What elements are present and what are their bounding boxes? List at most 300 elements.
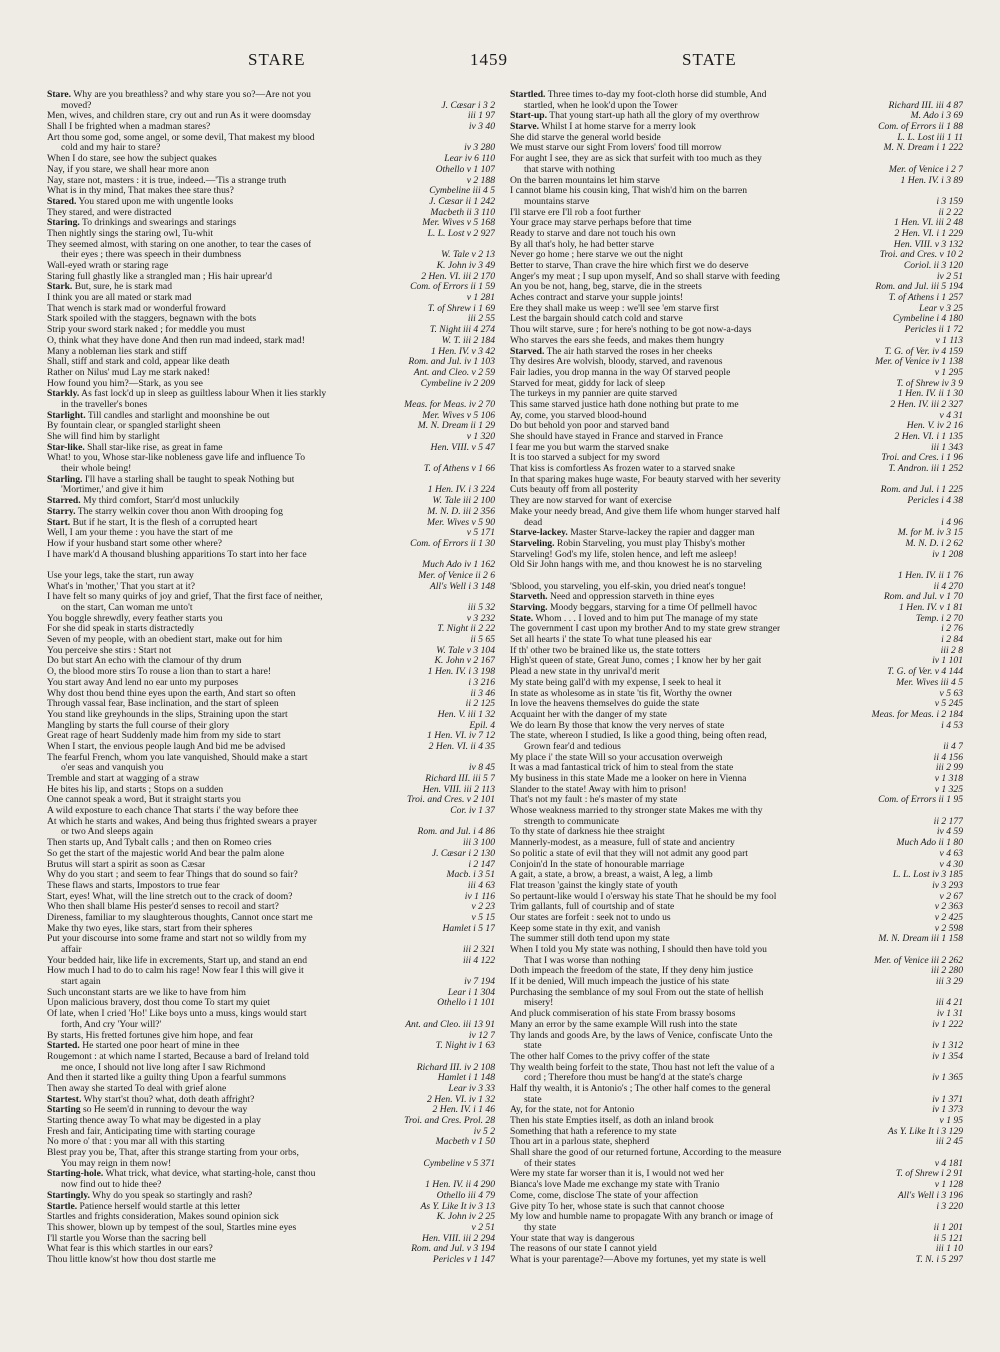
quotation: Wall-eyed wrath or staring rage bbox=[47, 261, 169, 271]
citation-ref: All's Well i 3 148 bbox=[427, 582, 495, 593]
quotation-text bbox=[47, 849, 284, 860]
citation-ref: W. Tale v 2 13 bbox=[438, 250, 495, 261]
quotation-text bbox=[47, 1169, 315, 1180]
quotation-text bbox=[47, 1127, 255, 1138]
quotation-text bbox=[510, 485, 638, 496]
quotation-text bbox=[510, 282, 702, 293]
quotation: What is your parentage?—Above my fortunes, yet my state is well bbox=[510, 1254, 767, 1265]
quotation: Your grace may starve perhaps before that time bbox=[510, 218, 692, 229]
citation-ref: i 3 220 bbox=[933, 1202, 963, 1213]
quotation: A wild exposture to each chance That starts i' the way before thee bbox=[47, 806, 299, 817]
citation-ref: Mer. of Venice i 2 7 bbox=[886, 165, 963, 176]
quotation-text bbox=[47, 1244, 213, 1255]
quotation-text bbox=[47, 582, 195, 593]
headword: Starveth. bbox=[510, 592, 548, 603]
entry-line bbox=[47, 945, 495, 956]
quotation: We must starve our sight From lovers' food till morrow bbox=[510, 143, 722, 154]
quotation-text bbox=[510, 1020, 737, 1031]
citation-ref: Othello i 1 101 bbox=[434, 998, 495, 1009]
quotation-text bbox=[510, 154, 762, 165]
citation-ref: 2 Hen. VI. ii 4 35 bbox=[426, 742, 495, 753]
quotation: Half thy wealth, it is Antonio's ; The other half comes to the general bbox=[510, 1083, 771, 1094]
quotation: Doth impeach the freedom of the state, If they deny him justice bbox=[510, 966, 753, 977]
quotation-text bbox=[510, 218, 692, 229]
entry-line bbox=[47, 314, 495, 325]
entry-line bbox=[510, 368, 963, 379]
quotation-text bbox=[510, 1180, 720, 1191]
entry-line bbox=[47, 357, 495, 368]
citation-ref: iv 1 365 bbox=[929, 1073, 963, 1084]
entry-line bbox=[510, 507, 963, 518]
entry-line bbox=[47, 1148, 495, 1159]
quotation: But if he start, It is the flesh of a corrupted heart bbox=[72, 517, 258, 528]
quotation-text bbox=[47, 197, 233, 208]
quotation-text bbox=[47, 475, 294, 486]
page-header bbox=[0, 50, 1000, 74]
quotation: So politic a state of evil that they will not admit any good part bbox=[510, 848, 748, 859]
entry-line bbox=[510, 721, 963, 732]
quotation-text bbox=[510, 934, 670, 945]
quotation: Why do you start ; and seem to fear Things that do sound so fair? bbox=[47, 870, 298, 881]
quotation-text bbox=[47, 731, 281, 742]
quotation-text bbox=[510, 1234, 635, 1245]
quotation-text bbox=[47, 1073, 286, 1084]
entry-line bbox=[510, 1127, 963, 1138]
citation-ref: iii 2 55 bbox=[465, 314, 495, 325]
entry-line bbox=[510, 1063, 963, 1074]
entry-line bbox=[47, 1202, 495, 1213]
entry-line bbox=[510, 924, 963, 935]
entry-line bbox=[510, 518, 963, 529]
quotation: Acquaint her with the danger of my state bbox=[510, 709, 667, 720]
quotation-text bbox=[47, 988, 246, 999]
quotation-text bbox=[510, 656, 761, 667]
quotation: Never go home ; here starve we out the night bbox=[510, 250, 683, 261]
quotation: When I do stare, see how the subject quakes bbox=[47, 154, 217, 165]
entry-line bbox=[47, 1169, 495, 1180]
entry-line bbox=[510, 314, 963, 325]
quotation-text bbox=[510, 1031, 773, 1042]
entry-line bbox=[510, 892, 963, 903]
citation-ref: iii 4 122 bbox=[460, 956, 495, 967]
entry-line bbox=[47, 539, 495, 550]
quotation: Come, come, disclose The state of your affection bbox=[510, 1190, 699, 1201]
citation-ref: v 1 295 bbox=[932, 368, 963, 379]
citation-ref: Cymbeline iv 2 209 bbox=[418, 379, 495, 390]
quotation: They seemed almost, with staring on one another, to tear the cases of bbox=[47, 239, 312, 250]
quotation-text bbox=[47, 592, 323, 603]
entry-line bbox=[510, 1084, 963, 1095]
quotation: The turkeys in my pannier are quite starved bbox=[510, 389, 678, 400]
quotation: Nay, stare not, masters : it is true, indeed.—'Tis a strange truth bbox=[47, 175, 287, 186]
quotation: By fountain clear, or spangled starlight sheen bbox=[47, 421, 221, 432]
quotation-text bbox=[47, 881, 220, 892]
quotation-text bbox=[510, 667, 660, 678]
quotation-text bbox=[47, 229, 213, 240]
quotation: Startles and frights consideration, Makes sound opinion sick bbox=[47, 1212, 279, 1223]
quotation: At which he starts and wakes, And being thus frighted swears a prayer bbox=[47, 816, 317, 827]
quotation: I fear me you but warm the starved snake bbox=[510, 442, 669, 453]
citation-ref: i 4 96 bbox=[938, 518, 963, 529]
citation-ref: v 4 63 bbox=[937, 849, 963, 860]
entry-line bbox=[510, 1137, 963, 1148]
entry-line bbox=[47, 293, 495, 304]
entry-line bbox=[510, 550, 963, 561]
citation-ref: v 1 128 bbox=[932, 1180, 963, 1191]
quotation: Bianca's love Made me exchange my state with Tranio bbox=[510, 1180, 720, 1191]
entry-line bbox=[510, 357, 963, 368]
quotation: strength to communicate bbox=[524, 816, 619, 827]
entry-line bbox=[510, 827, 963, 838]
quotation-text bbox=[47, 571, 194, 582]
quotation-text bbox=[510, 1095, 542, 1106]
quotation: Three times to-day my foot-cloth horse did stumble, And bbox=[547, 90, 767, 100]
quotation-text bbox=[47, 603, 193, 614]
citation-ref: Pericles ii 1 72 bbox=[902, 325, 963, 336]
quotation-text bbox=[510, 1255, 766, 1266]
citation-ref: T. G. of Ver. v 4 144 bbox=[884, 667, 963, 678]
entry-line bbox=[510, 870, 963, 881]
citation-ref: W. T. iii 2 184 bbox=[439, 336, 495, 347]
quotation-text bbox=[47, 379, 203, 390]
quotation-text bbox=[47, 1063, 265, 1074]
quotation: thy state bbox=[524, 1222, 557, 1233]
quotation: Rougemont : at which name I started, Because a bard of Ireland told bbox=[47, 1051, 309, 1062]
quotation: Mangling by starts the full course of their glory bbox=[47, 720, 230, 731]
quotation: dead bbox=[524, 517, 543, 528]
headword: Startest. bbox=[47, 1094, 82, 1105]
quotation-text bbox=[47, 1180, 161, 1191]
quotation: Better to starve, Than crave the hire which first we do deserve bbox=[510, 261, 749, 271]
entry-line bbox=[510, 325, 963, 336]
quotation: Brutus will start a spirit as soon as Cæsar bbox=[47, 859, 206, 870]
quotation-text bbox=[510, 966, 753, 977]
citation-ref: Meas. for Meas. i 2 184 bbox=[869, 710, 963, 721]
entry-line bbox=[510, 902, 963, 913]
citation-ref: iii 2 45 bbox=[933, 1137, 963, 1148]
quotation: Who then shall blame His pester'd senses to recoil and start? bbox=[47, 902, 279, 913]
quotation-text bbox=[510, 1105, 634, 1116]
quotation-text bbox=[47, 518, 257, 529]
quotation-text bbox=[510, 1041, 542, 1052]
quotation-text bbox=[47, 870, 298, 881]
entry-line bbox=[47, 924, 495, 935]
citation-ref: M. N. D. i 2 62 bbox=[902, 539, 963, 550]
citation-ref: As Y. Like It i 3 129 bbox=[885, 1127, 963, 1138]
entry-line bbox=[510, 154, 963, 165]
quotation: By all that's holy, he had better starve bbox=[510, 239, 654, 250]
citation-ref: T. of Shrew iv 3 9 bbox=[893, 379, 963, 390]
quotation-text bbox=[47, 763, 163, 774]
quotation: me once, I should not live long after I saw Richmond bbox=[61, 1062, 266, 1073]
entry-line bbox=[47, 998, 495, 1009]
quotation: The reasons of our state I cannot yield bbox=[510, 1244, 657, 1255]
headword: Stare. bbox=[47, 90, 72, 100]
quotation-text bbox=[510, 795, 677, 806]
headword: Starling. bbox=[47, 474, 83, 485]
quotation: High'st queen of state, Great Juno, comes ; I know her by her gait bbox=[510, 656, 762, 667]
entry-line bbox=[47, 624, 495, 635]
citation-ref: iv 1 31 bbox=[934, 1009, 963, 1020]
entry-line bbox=[47, 1052, 495, 1063]
quotation-text bbox=[510, 357, 723, 368]
citation-ref: v 5 245 bbox=[932, 699, 963, 710]
entry-line bbox=[510, 1212, 963, 1223]
quotation-text bbox=[510, 560, 762, 571]
entry-line bbox=[47, 186, 495, 197]
citation-ref: v 3 232 bbox=[464, 614, 495, 625]
quotation-text bbox=[510, 464, 735, 475]
entry-line bbox=[510, 208, 963, 219]
quotation: cold and my hair to stare? bbox=[61, 143, 161, 154]
quotation-text bbox=[47, 1148, 299, 1159]
quotation-text bbox=[47, 101, 91, 112]
entry-line bbox=[510, 347, 963, 358]
citation-ref: iii 1 343 bbox=[928, 443, 963, 454]
quotation-text bbox=[510, 582, 746, 593]
entry-line bbox=[510, 539, 963, 550]
citation-ref: ii 4 7 bbox=[940, 742, 963, 753]
quotation: Nay, if you stare, we shall hear more anon bbox=[47, 164, 209, 175]
entry-line bbox=[47, 1095, 495, 1106]
entry-line bbox=[510, 731, 963, 742]
quotation-text bbox=[47, 774, 199, 785]
entry-line bbox=[47, 90, 495, 101]
entry-line bbox=[47, 592, 495, 603]
entry-line bbox=[47, 368, 495, 379]
entry-line bbox=[47, 1212, 495, 1223]
entry-line bbox=[47, 432, 495, 443]
quotation-text bbox=[47, 956, 307, 967]
quotation: Moody beggars, starving for a time Of pellmell havoc bbox=[550, 603, 758, 613]
entry-line bbox=[47, 656, 495, 667]
entry-line bbox=[47, 421, 495, 432]
citation-ref: Othello iii 4 79 bbox=[434, 1191, 495, 1202]
quotation: Our states are forfeit : seek not to undo us bbox=[510, 912, 671, 923]
quotation: The starry welkin cover thou anon With drooping fog bbox=[77, 506, 283, 517]
entry-line bbox=[510, 464, 963, 475]
entry-line bbox=[47, 774, 495, 785]
quotation-text bbox=[47, 304, 226, 315]
headword: Start-up. bbox=[510, 111, 548, 122]
quotation: What trick, what device, what starting-hole, canst thou bbox=[105, 1169, 316, 1180]
quotation-text bbox=[510, 443, 669, 454]
entry-line bbox=[510, 111, 963, 122]
citation-ref: Lear iv 3 33 bbox=[445, 1084, 495, 1095]
quotation-text bbox=[510, 90, 766, 101]
citation-ref: v 1 320 bbox=[464, 432, 495, 443]
quotation: Aches contract and starve your supple joints! bbox=[510, 293, 684, 304]
citation-ref: L. L. Lost iv 3 185 bbox=[890, 870, 963, 881]
entry-line bbox=[510, 817, 963, 828]
quotation: Your bedded hair, like life in excrements, Start up, and stand an end bbox=[47, 955, 308, 966]
quotation: My low and humble name to propagate With any branch or image of bbox=[510, 1212, 774, 1223]
entry-line bbox=[47, 518, 495, 529]
entry-line bbox=[47, 197, 495, 208]
quotation: As fast lock'd up in sleep as guiltless labour When it lies starkly bbox=[81, 389, 327, 400]
quotation: We do learn By those that know the very nerves of state bbox=[510, 720, 725, 731]
quotation-text bbox=[47, 667, 271, 678]
quotation: Thou little know'st how thou dost startle me bbox=[47, 1254, 216, 1265]
quotation-text bbox=[47, 176, 286, 187]
quotation: so He seem'd in running to devour the way bbox=[82, 1105, 248, 1116]
entry-line bbox=[47, 966, 495, 977]
quotation: Need and oppression starveth in thine eyes bbox=[549, 592, 715, 603]
quotation: Starved for meat, giddy for lack of sleep bbox=[510, 378, 666, 389]
quotation-text bbox=[47, 1234, 206, 1245]
quotation-text bbox=[47, 443, 223, 454]
citation-ref: M. N. Dream iii 1 158 bbox=[875, 934, 963, 945]
citation-ref: iii 5 32 bbox=[465, 603, 495, 614]
entry-line bbox=[47, 336, 495, 347]
quotation-text bbox=[510, 528, 755, 539]
quotation: No more o' that : you mar all with this starting bbox=[47, 1137, 225, 1148]
quotation: Through vassal fear, Base inclination, and the start of spleen bbox=[47, 699, 279, 710]
entry-line bbox=[47, 1180, 495, 1191]
citation-ref: T. N. i 5 297 bbox=[913, 1255, 963, 1266]
entry-line bbox=[510, 453, 963, 464]
citation-ref: iv 3 280 bbox=[461, 143, 495, 154]
quotation: You start away And lend no ear unto my purposes bbox=[47, 677, 239, 688]
entry-line bbox=[47, 272, 495, 283]
quotation: I'll starve ere I'll rob a foot further bbox=[510, 207, 641, 218]
citation-ref: Troi. and Cres. Prol. 28 bbox=[401, 1116, 495, 1127]
entry-line bbox=[510, 945, 963, 956]
quotation: Stark spoiled with the staggers, begnawn with the bots bbox=[47, 314, 257, 325]
quotation: For she did speak in starts distractedly bbox=[47, 624, 195, 635]
entry-line bbox=[47, 1020, 495, 1031]
quotation-text bbox=[47, 710, 288, 721]
entry-line bbox=[510, 101, 963, 112]
quotation-text bbox=[47, 902, 279, 913]
quotation-text bbox=[510, 1009, 735, 1020]
citation-ref: K. John iv 2 25 bbox=[434, 1212, 495, 1223]
quotation-text bbox=[47, 656, 242, 667]
headword: Startled. bbox=[510, 90, 546, 100]
quotation: O, the blood more stirs To rouse a lion than to start a hare! bbox=[47, 667, 272, 678]
quotation: Why dost thou bend thine eyes upon the earth, And start so often bbox=[47, 688, 296, 699]
headword: Starve. bbox=[510, 122, 540, 133]
citation-ref: J. Cæsar i 2 130 bbox=[429, 849, 495, 860]
entry-line bbox=[510, 229, 963, 240]
quotation: misery! bbox=[524, 998, 554, 1009]
quotation-text bbox=[510, 1169, 724, 1180]
citation-ref: iii 2 280 bbox=[928, 966, 963, 977]
entry-line bbox=[47, 560, 495, 571]
quotation-text bbox=[510, 635, 712, 646]
headword: Started. bbox=[47, 1041, 80, 1052]
citation-ref: 2 Hen. VI. i 1 135 bbox=[892, 432, 963, 443]
entry-line bbox=[510, 582, 963, 593]
quotation: You stared upon me with ungentle looks bbox=[78, 196, 234, 207]
headword: Starting bbox=[47, 1105, 81, 1116]
entry-line bbox=[510, 304, 963, 315]
entry-line bbox=[510, 176, 963, 187]
citation-ref: Macbeth ii 3 110 bbox=[427, 208, 495, 219]
entry-line bbox=[47, 1244, 495, 1255]
quotation: He bites his lip, and starts ; Stops on a sudden bbox=[47, 784, 224, 795]
entry-line bbox=[510, 122, 963, 133]
quotation: An you be not, hang, beg, starve, die in the streets bbox=[510, 282, 702, 293]
quotation: Thy desires Are wolvish, bloody, starved, and ravenous bbox=[510, 357, 723, 368]
entry-line bbox=[510, 977, 963, 988]
entry-line bbox=[510, 1255, 963, 1266]
quotation: Till candles and starlight and moonshine be out bbox=[87, 410, 270, 421]
quotation: Rather on Nilus' mud Lay me stark naked! bbox=[47, 367, 210, 378]
citation-ref: Macbeth v 1 50 bbox=[433, 1137, 495, 1148]
quotation-text bbox=[510, 240, 654, 251]
quotation: Whom . . . I loved and to him put The manage of my state bbox=[535, 613, 758, 624]
quotation-text bbox=[510, 988, 763, 999]
quotation-text bbox=[510, 1073, 742, 1084]
entry-line bbox=[47, 870, 495, 881]
quotation: Patience herself would startle at this letter bbox=[79, 1201, 241, 1212]
quotation-text bbox=[47, 689, 296, 700]
entry-line bbox=[510, 592, 963, 603]
entry-line bbox=[47, 550, 495, 561]
quotation-text bbox=[510, 870, 713, 881]
citation-ref: ii 4 270 bbox=[931, 582, 963, 593]
quotation-text bbox=[510, 453, 660, 464]
citation-ref: Richard III. iv 2 108 bbox=[414, 1063, 495, 1074]
quotation-text bbox=[47, 336, 305, 347]
quotation: What! to you, Whose star-like nobleness gave life and influence To bbox=[47, 453, 305, 464]
entry-line bbox=[47, 806, 495, 817]
quotation: Tremble and start at wagging of a straw bbox=[47, 774, 200, 784]
entry-line bbox=[510, 1052, 963, 1063]
citation-ref: Meas. for Meas. iv 2 70 bbox=[401, 400, 495, 411]
quotation: 'Sblood, you starveling, you elf-skin, you dried neat's tongue! bbox=[510, 581, 747, 592]
entry-line bbox=[47, 389, 495, 400]
quotation-text bbox=[47, 795, 241, 806]
citation-ref: Mer. Wives v 5 168 bbox=[419, 218, 495, 229]
quotation-text bbox=[510, 753, 722, 764]
entry-line bbox=[510, 1148, 963, 1159]
entry-line bbox=[510, 806, 963, 817]
citation-ref: v 5 15 bbox=[469, 913, 495, 924]
quotation: She will find him by starlight bbox=[47, 432, 160, 442]
entry-line bbox=[510, 560, 963, 571]
entry-line bbox=[47, 753, 495, 764]
entry-line bbox=[47, 1137, 495, 1148]
quotation-text bbox=[510, 1191, 698, 1202]
quotation: moved? bbox=[61, 100, 92, 111]
entry-line bbox=[47, 827, 495, 838]
citation-ref: iv 3 40 bbox=[466, 122, 495, 133]
quotation: Put your discourse into some frame and start not so wildly from my bbox=[47, 934, 307, 945]
citation-ref: Mer. of Venice iv 1 138 bbox=[872, 357, 963, 368]
entry-line bbox=[47, 475, 495, 486]
entry-line bbox=[47, 849, 495, 860]
quotation: Keep some state in thy exit, and vanish bbox=[510, 923, 661, 934]
entry-line bbox=[47, 1191, 495, 1202]
citation-ref: v 2 23 bbox=[469, 902, 495, 913]
quotation-text bbox=[47, 1052, 309, 1063]
quotation: If th' other two be brained like us, the state totters bbox=[510, 645, 701, 656]
entry-line bbox=[510, 956, 963, 967]
entry-line bbox=[510, 1116, 963, 1127]
entry-line bbox=[47, 1223, 495, 1234]
quotation-text bbox=[47, 411, 270, 422]
entry-line bbox=[510, 379, 963, 390]
quotation: Great rage of heart Suddenly made him from my side to start bbox=[47, 731, 281, 742]
headword: Start. bbox=[47, 517, 71, 528]
citation-ref: Rom. and Jul. i 1 225 bbox=[878, 485, 963, 496]
quotation: state bbox=[524, 1094, 542, 1105]
entry-line bbox=[47, 208, 495, 219]
entry-line bbox=[47, 699, 495, 710]
citation-ref: T. of Shrew i 2 91 bbox=[893, 1169, 963, 1180]
